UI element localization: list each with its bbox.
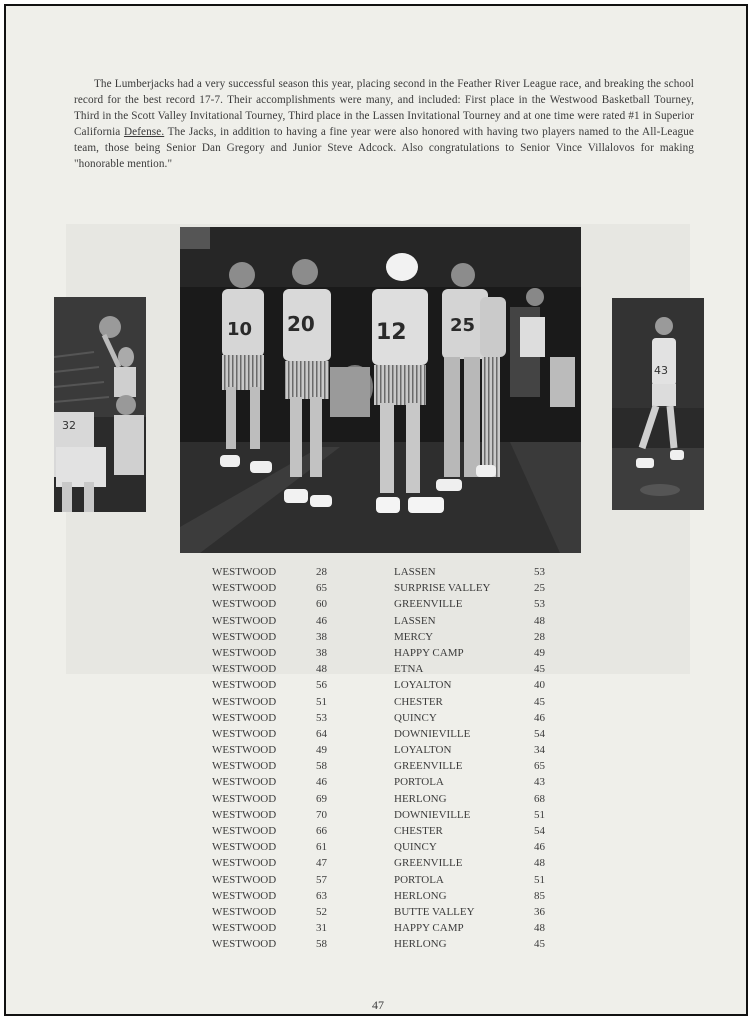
- team-name: WESTWOOD: [212, 614, 277, 627]
- result-row: [212, 663, 552, 679]
- result-row: [212, 906, 552, 922]
- result-row: [212, 566, 552, 582]
- team-name: WESTWOOD: [212, 679, 277, 692]
- result-row: [212, 793, 552, 809]
- opponent-name: DOWNIEVILLE: [394, 808, 471, 821]
- season-results-table: [212, 566, 552, 955]
- result-row: [212, 890, 552, 906]
- team-score: 61: [316, 841, 327, 854]
- opponent-score: 25: [534, 582, 545, 595]
- team-name: WESTWOOD: [212, 566, 277, 578]
- opponent-name: HERLONG: [394, 938, 447, 951]
- result-row: [212, 631, 552, 647]
- team-score: 49: [316, 744, 327, 757]
- opponent-name: PORTOLA: [394, 776, 444, 789]
- opponent-name: HERLONG: [394, 889, 447, 902]
- team-name: WESTWOOD: [212, 646, 277, 659]
- result-row: [212, 647, 552, 663]
- team-name: WESTWOOD: [212, 582, 277, 595]
- opponent-name: LASSEN: [394, 614, 436, 627]
- opponent-score: 53: [534, 598, 545, 611]
- team-score: 56: [316, 679, 327, 692]
- team-score: 66: [316, 825, 327, 837]
- team-score: 46: [316, 614, 327, 627]
- opponent-score: 45: [534, 695, 545, 708]
- team-score: 58: [316, 938, 327, 951]
- opponent-name: PORTOLA: [394, 873, 444, 886]
- opponent-score: 51: [534, 873, 545, 886]
- team-name: WESTWOOD: [212, 663, 277, 676]
- opponent-score: 46: [534, 711, 545, 724]
- opponent-name: CHESTER: [394, 825, 443, 837]
- team-score: 51: [316, 695, 327, 708]
- result-row: [212, 582, 552, 598]
- opponent-score: 46: [534, 841, 545, 854]
- team-name: WESTWOOD: [212, 630, 277, 643]
- opponent-name: LASSEN: [394, 566, 436, 578]
- team-name: WESTWOOD: [212, 727, 277, 740]
- jersey-number-3: 12: [376, 320, 407, 345]
- photo-team-huddle: [180, 227, 581, 553]
- result-row: [212, 874, 552, 890]
- opponent-name: HERLONG: [394, 792, 447, 805]
- jersey-number-1: 10: [227, 319, 253, 340]
- team-score: 64: [316, 727, 327, 740]
- result-row: [212, 615, 552, 631]
- team-score: 38: [316, 646, 327, 659]
- team-name: WESTWOOD: [212, 825, 277, 837]
- team-score: 53: [316, 711, 327, 724]
- opponent-score: 36: [534, 905, 545, 918]
- result-row: [212, 809, 552, 825]
- team-score: 46: [316, 776, 327, 789]
- opponent-score: 48: [534, 857, 545, 870]
- result-row: [212, 679, 552, 695]
- team-name: WESTWOOD: [212, 808, 277, 821]
- opponent-score: 48: [534, 614, 545, 627]
- opponent-score: 40: [534, 679, 545, 692]
- opponent-score: 45: [534, 938, 545, 951]
- opponent-name: BUTTE VALLEY: [394, 905, 475, 918]
- opponent-name: SURPRISE VALLEY: [394, 582, 491, 595]
- opponent-score: 54: [534, 825, 545, 837]
- team-name: WESTWOOD: [212, 905, 277, 918]
- opponent-score: 34: [534, 744, 545, 757]
- result-row: [212, 841, 552, 857]
- opponent-name: QUINCY: [394, 841, 437, 854]
- team-score: 38: [316, 630, 327, 643]
- result-row: [212, 825, 552, 841]
- opponent-score: 43: [534, 776, 545, 789]
- jersey-number-4: 25: [450, 315, 476, 336]
- team-score: 31: [316, 922, 327, 935]
- jersey-number-2: 20: [287, 312, 315, 336]
- result-row: [212, 857, 552, 873]
- team-score: 57: [316, 873, 327, 886]
- team-name: WESTWOOD: [212, 889, 277, 902]
- opponent-name: HAPPY CAMP: [394, 922, 464, 935]
- result-row: [212, 922, 552, 938]
- intro-text-part1: The Lumberjacks had a very successful season this year, placing second in the Feather River League race, and breaking the school record for the best record 17-7. Their accomplishments were many, and included: First place in the Westwood Basketball Tourney, Third in the Scott Valley Invitational Tourney, Third place in the Lassen Invitational Tourney and at one time were rated #1 in Superior California: [74, 78, 694, 138]
- team-name: WESTWOOD: [212, 695, 277, 708]
- opponent-score: 49: [534, 646, 545, 659]
- result-row: [212, 760, 552, 776]
- opponent-name: GREENVILLE: [394, 598, 463, 611]
- team-score: 70: [316, 808, 327, 821]
- intro-paragraph: [74, 76, 694, 172]
- opponent-score: 68: [534, 792, 545, 805]
- page-number: 47: [372, 998, 384, 1012]
- left-jersey-number: 32: [62, 419, 76, 432]
- opponent-name: LOYALTON: [394, 744, 452, 757]
- result-row: [212, 744, 552, 760]
- right-jersey-number: 43: [654, 364, 668, 377]
- opponent-name: GREENVILLE: [394, 760, 463, 773]
- team-name: WESTWOOD: [212, 776, 277, 789]
- team-score: 28: [316, 566, 327, 578]
- intro-text-underlined: Defense.: [123, 126, 165, 138]
- team-score: 69: [316, 792, 327, 805]
- opponent-name: DOWNIEVILLE: [394, 727, 471, 740]
- team-score: 60: [316, 598, 327, 611]
- result-row: [212, 938, 552, 954]
- team-score: 52: [316, 905, 327, 918]
- team-score: 63: [316, 889, 327, 902]
- result-row: [212, 728, 552, 744]
- opponent-score: 48: [534, 922, 545, 935]
- team-score: 58: [316, 760, 327, 773]
- opponent-score: 51: [534, 808, 545, 821]
- team-score: 47: [316, 857, 327, 870]
- opponent-score: 53: [534, 566, 545, 578]
- opponent-score: 28: [534, 630, 545, 643]
- opponent-name: ETNA: [394, 663, 424, 676]
- opponent-name: GREENVILLE: [394, 857, 463, 870]
- team-name: WESTWOOD: [212, 598, 277, 611]
- team-name: WESTWOOD: [212, 938, 277, 951]
- opponent-name: HAPPY CAMP: [394, 646, 464, 659]
- intro-text-part2: The Jacks, in addition to having a fine year were also honored with having two players named to the All-League team, those being Senior Dan Gregory and Junior Steve Adcock. Also congratulations to Senior Vince Villalovos for making "honorable mention.": [74, 126, 694, 170]
- team-name: WESTWOOD: [212, 760, 277, 773]
- opponent-score: 45: [534, 663, 545, 676]
- team-name: WESTWOOD: [212, 873, 277, 886]
- opponent-score: 54: [534, 727, 545, 740]
- team-name: WESTWOOD: [212, 841, 277, 854]
- result-row: [212, 696, 552, 712]
- team-name: WESTWOOD: [212, 922, 277, 935]
- opponent-name: QUINCY: [394, 711, 437, 724]
- result-row: [212, 776, 552, 792]
- opponent-score: 85: [534, 889, 545, 902]
- team-name: WESTWOOD: [212, 711, 277, 724]
- opponent-score: 65: [534, 760, 545, 773]
- result-row: [212, 712, 552, 728]
- opponent-name: LOYALTON: [394, 679, 452, 692]
- photo-free-throw: [54, 297, 146, 512]
- team-name: WESTWOOD: [212, 792, 277, 805]
- opponent-name: MERCY: [394, 630, 434, 643]
- team-name: WESTWOOD: [212, 744, 277, 757]
- team-name: WESTWOOD: [212, 857, 277, 870]
- team-score: 48: [316, 663, 327, 676]
- team-score: 65: [316, 582, 327, 595]
- photo-player-running: [612, 298, 704, 510]
- result-row: [212, 598, 552, 614]
- opponent-name: CHESTER: [394, 695, 443, 708]
